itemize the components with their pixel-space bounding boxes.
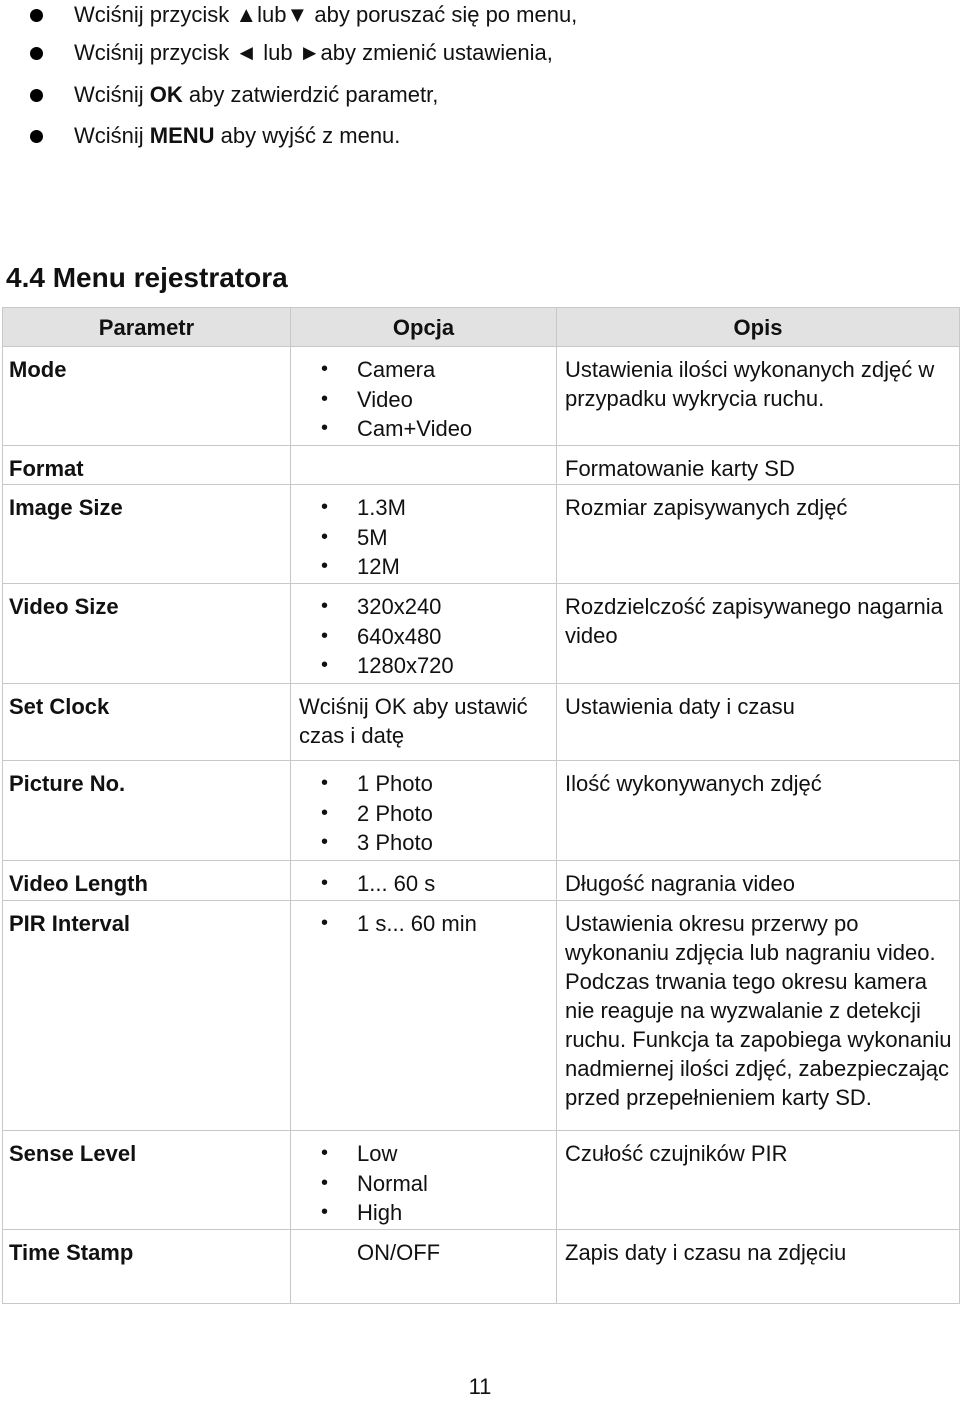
description: Ustawienia ilości wykonanych zdjęć w przypadku wykrycia ruchu. xyxy=(557,347,960,446)
description: Rozmiar zapisywanych zdjęć xyxy=(557,485,960,584)
option-list xyxy=(299,909,556,939)
option-item: • 1 Photo xyxy=(357,769,556,799)
left-arrow-icon: ◄ xyxy=(235,40,258,65)
option-item: • 320x240 xyxy=(357,592,556,622)
option-item: • 1... 60 s xyxy=(357,869,556,899)
option-list xyxy=(299,1139,556,1228)
option-list xyxy=(299,869,556,899)
option-cell xyxy=(291,485,557,584)
option-cell xyxy=(291,684,557,761)
option-item: • Camera xyxy=(357,355,556,385)
instruction-text: lub ►aby zmienić ustawienia, xyxy=(257,40,553,65)
description: Zapis daty i czasu na zdjęciu xyxy=(557,1230,960,1304)
option-cell xyxy=(291,584,557,684)
table-row xyxy=(3,684,960,761)
description: Ustawienia daty i czasu xyxy=(557,684,960,761)
description: Czułość czujników PIR xyxy=(557,1131,960,1230)
param-name: Format xyxy=(3,446,291,485)
recorder-menu-table xyxy=(2,307,960,1304)
option-list xyxy=(299,769,556,858)
instruction-text: Wciśnij xyxy=(74,123,150,148)
instruction-text: Wciśnij xyxy=(74,82,150,107)
description: Formatowanie karty SD xyxy=(557,446,960,485)
param-name: Mode xyxy=(3,347,291,446)
option-item: • Cam+Video xyxy=(357,414,556,444)
option-cell xyxy=(291,1230,557,1304)
table-row xyxy=(3,861,960,901)
param-name: Picture No. xyxy=(3,761,291,861)
table-row xyxy=(3,584,960,684)
header-param: Parametr xyxy=(3,308,291,347)
param-name: Set Clock xyxy=(3,684,291,761)
option-list xyxy=(299,493,556,582)
option-cell xyxy=(291,446,557,485)
bullet-icon xyxy=(30,89,43,102)
menu-key-label: MENU xyxy=(149,123,215,148)
option-item: • Low xyxy=(357,1139,556,1169)
table-row xyxy=(3,485,960,584)
bullet-icon xyxy=(30,130,43,143)
table-row xyxy=(3,761,960,861)
section-number: 4.4 xyxy=(6,262,45,293)
ok-key-label: OK xyxy=(149,82,183,107)
param-name: Video Length xyxy=(3,861,291,901)
option-item: • 1 s... 60 min xyxy=(357,909,556,939)
description: Ilość wykonywanych zdjęć xyxy=(557,761,960,861)
bullet-icon xyxy=(30,9,43,22)
option-text: Wciśnij OK aby ustawić czas i datę xyxy=(299,694,528,748)
option-item: • 5M xyxy=(357,523,556,553)
page-number: 11 xyxy=(468,1374,492,1399)
option-cell xyxy=(291,761,557,861)
header-option: Opcja xyxy=(291,308,557,347)
param-name: Sense Level xyxy=(3,1131,291,1230)
bullet-icon xyxy=(30,47,43,60)
option-list xyxy=(299,592,556,681)
option-item: • 640x480 xyxy=(357,622,556,652)
up-arrow-icon: ▲ xyxy=(235,2,258,27)
param-name: Image Size xyxy=(3,485,291,584)
table-row xyxy=(3,446,960,485)
option-cell xyxy=(291,861,557,901)
option-text: ON/OFF xyxy=(357,1240,441,1265)
option-item: • 3 Photo xyxy=(357,828,556,858)
param-name: PIR Interval xyxy=(3,901,291,1131)
table-row xyxy=(3,347,960,446)
instruction-text: aby zatwierdzić parametr, xyxy=(182,82,439,107)
instruction-text: lub▼ aby poruszać się po menu, xyxy=(257,2,578,27)
section-title: Menu rejestratora xyxy=(52,262,288,293)
option-item: • 1.3M xyxy=(357,493,556,523)
param-name: Video Size xyxy=(3,584,291,684)
table-row xyxy=(3,901,960,1131)
table-header-row xyxy=(3,308,960,347)
table-row xyxy=(3,1230,960,1304)
table-row xyxy=(3,1131,960,1230)
description: Ustawienia okresu przerwy po wykonaniu zdjęcia lub nagraniu video. Podczas trwania tego okresu kamera nie reaguje na wyzwalanie z detekcji ruchu. Funkcja ta zapobiega wykonaniu nadmiernej ilości zdjęć, zabezpieczając przed przepełnieniem karty SD. xyxy=(557,901,960,1131)
param-name: Time Stamp xyxy=(3,1230,291,1304)
option-cell xyxy=(291,347,557,446)
section-heading xyxy=(6,260,288,296)
option-item: • High xyxy=(357,1198,556,1228)
header-desc: Opis xyxy=(557,308,960,347)
option-list xyxy=(299,355,556,444)
option-item: • 1280x720 xyxy=(357,651,556,681)
description: Rozdzielczość zapisywanego nagarnia video xyxy=(557,584,960,684)
option-item: • Normal xyxy=(357,1169,556,1199)
option-item: • Video xyxy=(357,385,556,415)
option-item: • 2 Photo xyxy=(357,799,556,829)
instruction-text: aby wyjść z menu. xyxy=(214,123,401,148)
option-cell xyxy=(291,1131,557,1230)
option-cell xyxy=(291,901,557,1131)
instruction-text: Wciśnij przycisk xyxy=(74,2,236,27)
instruction-text: Wciśnij przycisk xyxy=(74,40,236,65)
option-item: • 12M xyxy=(357,552,556,582)
description: Długość nagrania video xyxy=(557,861,960,901)
